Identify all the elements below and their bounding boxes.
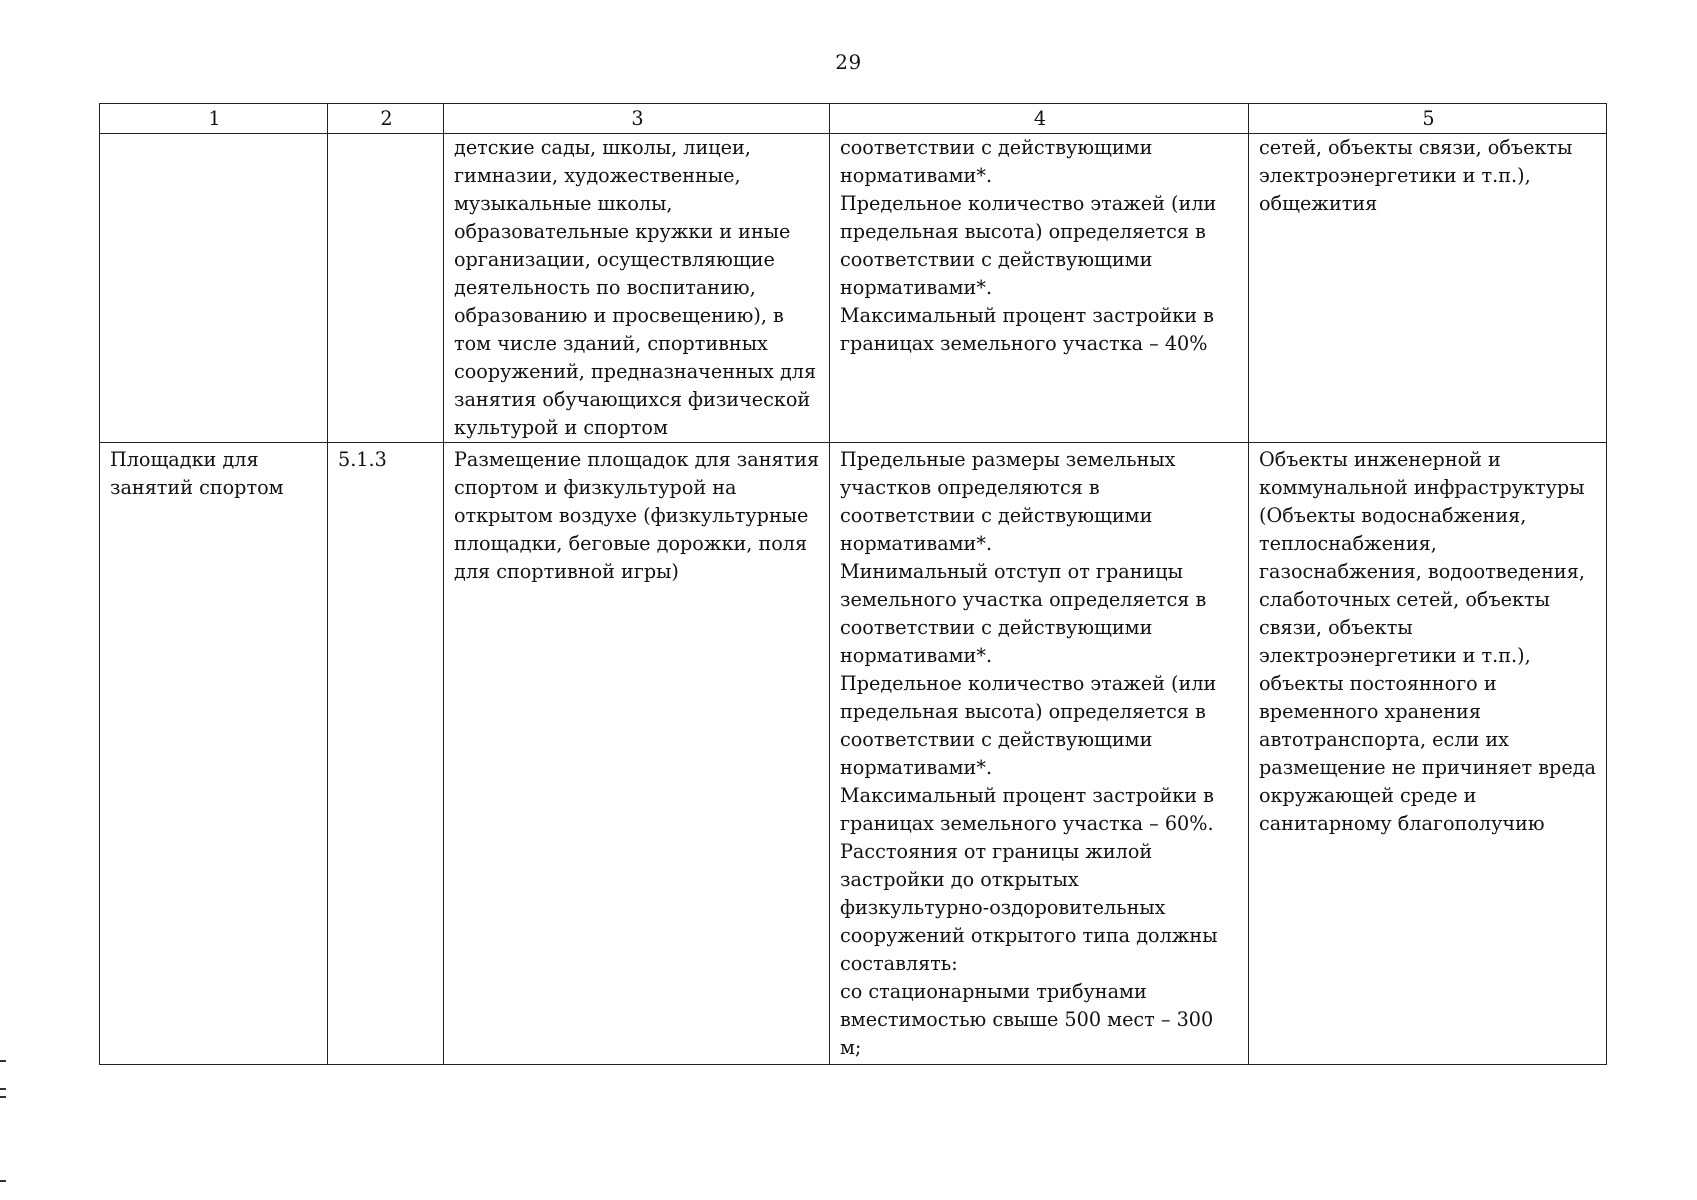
header-col-2: 2	[328, 104, 444, 134]
table-header-row	[100, 104, 1607, 134]
scan-margin-mark	[0, 1096, 6, 1098]
cell-auxiliary-uses: сетей, объекты связи, объекты электроэнергетики и т.п.), общежития	[1249, 134, 1607, 443]
cell-land-use-name	[100, 134, 328, 443]
header-col-1: 1	[100, 104, 328, 134]
header-col-5: 5	[1249, 104, 1607, 134]
scan-margin-mark	[0, 1060, 6, 1062]
table-row	[100, 134, 1607, 443]
page-number: 29	[835, 50, 862, 74]
cell-description: Размещение площадок для занятия спортом и физкультурой на открытом воздухе (физкультурные площадки, беговые дорожки, поля для спортивной игры)	[444, 443, 830, 1065]
scan-margin-mark	[0, 1088, 6, 1090]
cell-description: детские сады, школы, лицеи, гимназии, художественные, музыкальные школы, образовательные кружки и иные организации, осуществляющие деятельность по воспитанию, образованию и просвещению), в том числе зданий, спортивных сооружений, предназначенных для занятия обучающихся физической культурой и спортом	[444, 134, 830, 443]
cell-code	[328, 134, 444, 443]
regulations-table	[99, 103, 1607, 1065]
header-col-4: 4	[830, 104, 1249, 134]
cell-parameters: соответствии с действующими нормативами*. Предельное количество этажей (или предельная высота) определяется в соответствии с действующими нормативами*. Максимальный процент застройки в границах земельного участка – 40%	[830, 134, 1249, 443]
scan-margin-mark	[0, 1180, 6, 1182]
cell-auxiliary-uses: Объекты инженерной и коммунальной инфраструктуры (Объекты водоснабжения, теплоснабжения, газоснабжения, водоотведения, слаботочных сетей, объекты связи, объекты электроэнергетики и т.п.), объекты постоянного и временного хранения автотранспорта, если их размещение не причиняет вреда окружающей среде и санитарному благополучию	[1249, 443, 1607, 1065]
cell-parameters: Предельные размеры земельных участков определяются в соответствии с действующими нормативами*. Минимальный отступ от границы земельного участка определяется в соответствии с действующими нормативами*. Предельное количество этажей (или предельная высота) определяется в соответствии с действующими нормативами*. Максимальный процент застройки в границах земельного участка – 60%. Расстояния от границы жилой застройки до открытых физкультурно-оздоровительных сооружений открытого типа должны составлять: со стационарными трибунами вместимостью свыше 500 мест – 300 м;	[830, 443, 1249, 1065]
cell-code: 5.1.3	[328, 443, 444, 1065]
cell-land-use-name: Площадки для занятий спортом	[100, 443, 328, 1065]
table-row	[100, 443, 1607, 1065]
header-col-3: 3	[444, 104, 830, 134]
